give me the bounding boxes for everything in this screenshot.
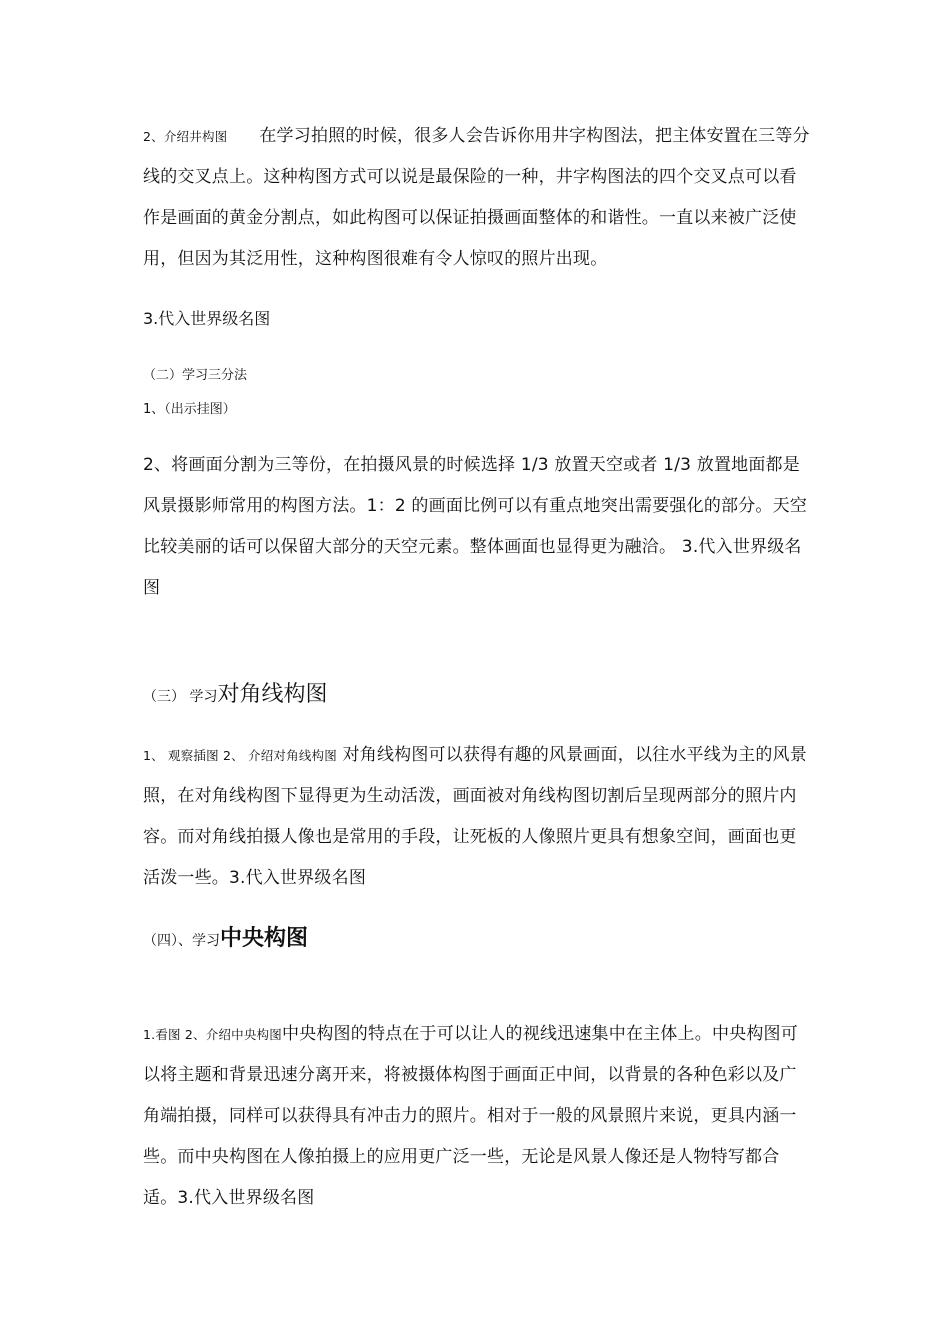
heading-main: 中央构图 — [220, 926, 309, 951]
paragraph-text: 对角线构图可以获得有趣的风景画面，以往水平线为主的风景照，在对角线构图下显得更为生动活泼，画面被对角线构图切割后呈现两部分的照片内容。而对角线拍摄人像也是常用的手段，让死板的人像照片更具有想象空间，画面也更活泼一些。3.代入世界级名图 — [143, 745, 807, 888]
paragraph-center-composition — [143, 1014, 813, 1219]
paragraph-rule-of-thirds: 2、将画面分割为三等份，在拍摄风景的时候选择 1/3 放置天空或者 1/3 放置地面都是风景摄影师常用的构图方法。1：2 的画面比例可以有重点地突出需要强化的部分。天空比较美丽的话可以保留大部分的天空元素。整体画面也显得更为融洽。 3.代入世界级名图 — [143, 455, 808, 598]
paragraph-label: 1、 观察插图 2、 介绍对角线构图 — [143, 748, 337, 763]
paragraph-text: 在学习拍照的时候，很多人会告诉你用井字构图法，把主体安置在三等分线的交叉点上。这种构图方式可以说是最保险的一种，井字构图法的四个交叉点可以看作是画面的黄金分割点，如此构图可以保证拍摄画面整体的和谐性。一直以来被广泛使用，但因为其泛用性，这种构图很难有令人惊叹的照片出现。 — [143, 126, 810, 269]
paragraph-label: 1.看图 2、介绍中央构图 — [143, 1027, 282, 1042]
paragraph-label: 2、介绍井构图 — [143, 129, 228, 144]
heading-prefix: （三） 学习 — [143, 689, 218, 705]
world-famous-photos-line-1: 3.代入世界级名图 — [143, 309, 271, 328]
heading-prefix: （四）、学习 — [143, 933, 220, 949]
section-heading-center — [143, 921, 813, 959]
list-item-show-chart: 1、（出示挂图） — [143, 402, 236, 417]
heading-main: 对角线构图 — [217, 682, 328, 707]
section-heading-thirds: （二）学习三分法 — [143, 368, 248, 383]
section-heading-diagonal — [143, 677, 813, 715]
paragraph-grid-composition — [143, 116, 813, 280]
paragraph-text: 中央构图的特点在于可以让人的视线迅速集中在主体上。中央构图可以将主题和背景迅速分离开来，将被摄体构图于画面正中间，以背景的各种色彩以及广角端拍摄，同样可以获得具有冲击力的照片。相对于一般的风景照片来说，更具内涵一些。而中央构图在人像拍摄上的应用更广泛一些，无论是风景人像还是人物特写都合适。3.代入世界级名图 — [143, 1024, 798, 1208]
paragraph-diagonal-composition — [143, 735, 813, 899]
